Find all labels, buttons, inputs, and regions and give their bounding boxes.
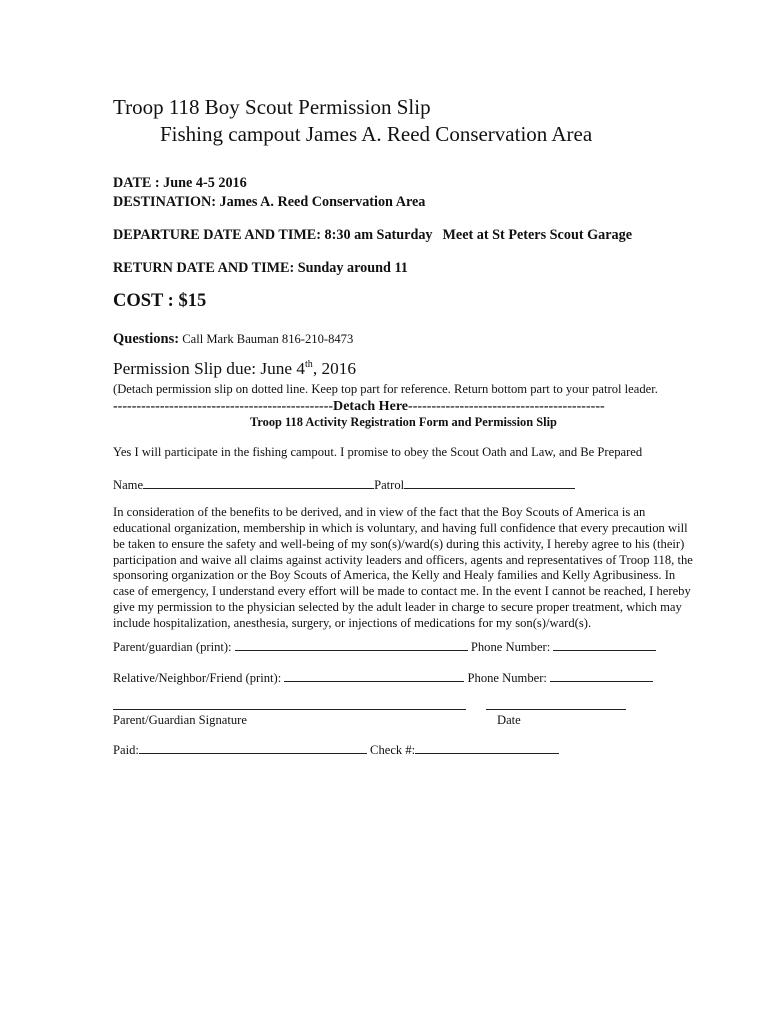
- departure-info: [113, 228, 632, 242]
- parent-print-row: [113, 639, 656, 654]
- consent-line: sponsoring organization or the Boy Scouts of America, the Kelly and Healy families and Kelly Agribusiness. In: [113, 568, 676, 583]
- relative-print-field[interactable]: [284, 670, 464, 682]
- participation-statement: Yes I will participate in the fishing campout. I promise to obey the Scout Oath and Law, and Be Prepared: [113, 445, 643, 459]
- questions-contact: [113, 331, 353, 347]
- consent-line: educational organization, membership in which is voluntary, and having full confidence that every precaution will: [113, 520, 688, 535]
- consent-line: In consideration of the benefits to be derived, and in view of the fact that the Boy Scouts of America is an: [113, 505, 646, 519]
- questions-label: Questions:: [113, 331, 180, 347]
- parent-print-field[interactable]: [235, 639, 468, 651]
- paid-row: [113, 742, 559, 757]
- trip-date: DATE : June 4-5 2016: [113, 175, 247, 191]
- phone-label: Phone Number:: [464, 671, 551, 685]
- name-patrol-row: [113, 477, 575, 492]
- registration-form-title: Troop 118 Activity Registration Form and Permission Slip: [250, 415, 557, 429]
- signature-date-field[interactable]: [486, 709, 626, 710]
- date-label: Date: [497, 713, 521, 727]
- trip-cost: COST : $15: [113, 291, 207, 311]
- parent-phone-field[interactable]: [553, 639, 656, 651]
- due-prefix: Permission Slip due: June 4: [113, 359, 306, 378]
- consent-line: include hospitalization, anesthesia, surgery, or injections of medications for my son(s)/ward(s).: [113, 615, 592, 630]
- paid-field[interactable]: [139, 742, 367, 754]
- name-field[interactable]: [143, 477, 374, 489]
- check-number-field[interactable]: [415, 742, 559, 754]
- permission-due: [113, 360, 356, 377]
- check-label: Check #:: [366, 743, 416, 757]
- phone-label: Phone Number:: [467, 640, 554, 654]
- signature-field[interactable]: [113, 709, 466, 710]
- consent-line: be taken to ensure the safety and well-being of my son(s)/ward(s) during this activity, I hereby agree to his (their): [113, 536, 685, 551]
- document-title: Troop 118 Boy Scout Permission Slip: [113, 95, 431, 119]
- return-info: RETURN DATE AND TIME: Sunday around 11: [113, 260, 408, 276]
- parent-print-label: Parent/guardian (print):: [113, 640, 235, 654]
- signature-label: Parent/Guardian Signature: [113, 713, 247, 727]
- relative-print-row: [113, 670, 653, 685]
- patrol-label: Patrol: [374, 478, 405, 492]
- consent-line: give my permission to the physician selected by the adult leader in charge to secure proper treatment, which may: [113, 600, 682, 615]
- consent-paragraph: [113, 505, 693, 632]
- trip-destination: DESTINATION: James A. Reed Conservation Area: [113, 194, 426, 210]
- patrol-field[interactable]: [404, 477, 575, 489]
- relative-phone-field[interactable]: [550, 670, 653, 682]
- meeting-place: Meet at St Peters Scout Garage: [442, 227, 633, 243]
- consent-line: case of emergency, I understand every effort will be made to contact me. In the event I cannot be reached, I hereby: [113, 584, 691, 599]
- paid-label: Paid:: [113, 743, 139, 757]
- document-subtitle: Fishing campout James A. Reed Conservation Area: [160, 122, 593, 146]
- consent-line: participation and waive all claims against activity leaders and officers, agents and representatives of Troop 118, the: [113, 552, 693, 567]
- questions-contact-text: Call Mark Bauman 816-210-8473: [179, 332, 354, 346]
- detach-instructions: (Detach permission slip on dotted line. Keep top part for reference. Return bottom part to your patrol leader.: [113, 382, 658, 396]
- detach-here-line: -----------------------------------------------Detach Here------------------------------------------: [113, 399, 605, 414]
- due-suffix-sup: th: [305, 359, 313, 371]
- name-label: Name: [113, 478, 144, 492]
- due-year: , 2016: [312, 359, 357, 378]
- relative-print-label: Relative/Neighbor/Friend (print):: [113, 671, 285, 685]
- departure-time: DEPARTURE DATE AND TIME: 8:30 am Saturday: [113, 227, 433, 243]
